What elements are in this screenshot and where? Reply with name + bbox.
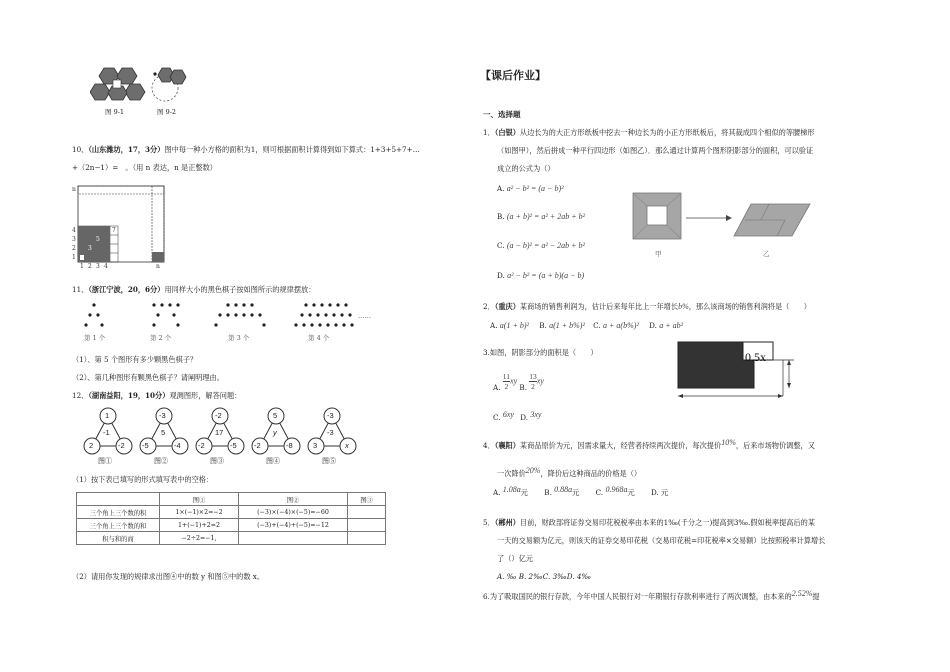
q3-option-a: A. $\frac{11}{2}$ xy B. $\frac{13}{2}$ xy	[493, 372, 544, 392]
question-11-text: 11、（浙江宁波，20，6分）用同样大小的黑色棋子按如图所示的规律摆放：	[72, 285, 316, 294]
pattern-ellipsis: ……	[358, 312, 371, 320]
q4-options: A. 1.08a元 B. 0.88a元 C. 0.968a元 D. 元	[493, 485, 669, 497]
question-10-line-2: +（2n−1）= 。（用 n 表达，n 是正整数）	[72, 163, 217, 172]
question-5-line-3: 了（）亿元	[497, 554, 533, 563]
triangle-2: -3 5 -5 -4 图②	[142, 411, 181, 465]
svg-text:3: 3	[72, 236, 76, 243]
svg-text:3: 3	[88, 245, 92, 252]
question-11-sub-2: （2）、第几种图形有颗黑色棋子？请阐明理由。	[72, 373, 224, 382]
triangle-1: 1 -1 2 -2 图①	[89, 411, 125, 465]
svg-text:7: 7	[112, 227, 116, 234]
question-12-text: 12、（湖南益阳，19，10分）观测图形，解答问题：	[72, 391, 242, 400]
question-12-sub-2: （2）请用你发现的规律求出图④中的数 y 和图⑤中的数 x。	[72, 572, 265, 581]
question-11-sub-1: （1）、第 5 个图形有多少颗黑色棋子？	[72, 355, 198, 364]
question-2-text: 2．（重庆）某商场的销售利润为，估计后来每年比上一年增长b%，那么该商场的销售利润将是（ ）	[483, 302, 811, 311]
arrow-icon	[686, 214, 732, 222]
shaded-rectangle-figure	[676, 338, 806, 408]
question-1-line-1: 1．（白银）从边长为的大正方形纸板中挖去一种边长为的小正方形纸板后，将其裁成四个相似的等腰梯形	[483, 128, 815, 137]
question-1-line-3: 成立的公式为（）	[497, 164, 555, 173]
question-5-line-2: 一天的交易额为亿元，则该天的证券交易印花税（交易印花税=印花税率×交易额）比按照税率计算增长	[497, 536, 826, 545]
pattern-caption-1: 第 1 个	[84, 334, 106, 342]
svg-text:n: n	[72, 186, 76, 193]
question-10-line-1: 10、（山东潍坊，17，3分）图中每一种小方格的面积为1，则可根据面积计算得到如下算式：1+3+5+7+…	[72, 145, 420, 154]
table-header-row: 图① 图② 图③	[77, 493, 386, 506]
part-heading: 一、选择题	[483, 110, 521, 119]
q1-option-a: A. a² − b² = (a − b)²	[497, 184, 564, 193]
svg-text:4: 4	[72, 227, 76, 234]
svg-text:4: 4	[104, 263, 108, 270]
q2-options: A. a(1 + b)² B. a(1 + b%)² C. a + a(b%)² D. a + ab²	[490, 321, 683, 330]
pattern-caption-3: 第 3 个	[228, 334, 250, 342]
q5-options: A. ‰ B. 2‰C. 3‰D. 4‰	[497, 572, 592, 581]
svg-text:5: 5	[96, 236, 100, 243]
figure-9-2-caption: 图 9-2	[157, 108, 177, 116]
section-title: 【课后作业】	[480, 69, 546, 82]
q1-option-d: D. a² − b² = (a + b)(a − b)	[497, 271, 585, 280]
q3-options-cd: C. 6xy D. 3xy	[493, 410, 542, 422]
pattern-caption-2: 第 2 个	[150, 334, 172, 342]
table-row: 三个角上三个数的积 1×(−1)×2=−2 (−3)×(−4)×(−5)=−60	[77, 506, 386, 519]
triangle-figures-row	[82, 406, 362, 468]
question-4-line-1: 4．（襄阳）某商品原价为元，因需求量大，经营者持续两次提价，每次提价10%，后来市场物价调整，又	[483, 438, 815, 450]
parallelogram-figure-yi	[733, 202, 811, 238]
figure-yi-caption: 乙	[763, 250, 770, 258]
triangle-5: -3 -3 3 x 图⑤	[313, 411, 349, 465]
svg-text:2: 2	[72, 245, 76, 252]
square-frame-figure-jia	[632, 192, 682, 240]
triangle-3: -2 17 -2 -5 图③	[198, 411, 237, 465]
q1-option-b: B. (a + b)² = a² + 2ab + b²	[497, 212, 585, 221]
triangle-4: 5 y -2 -8 图④	[254, 411, 293, 465]
question-12-sub-1: （1）按下表已填写的形式填写表中的空格：	[72, 475, 214, 484]
question-3-text: 3.如图，阴影部分的面积是（ ）	[483, 348, 598, 357]
hexagon-figure-9-1	[90, 66, 146, 104]
hexagon-figure-9-2	[148, 66, 190, 106]
question-5-line-1: 5．（郴州）目前，财政部将证券交易印花税税率由本来的1‰(千分之一)提高到3‰.假如税率提高后的某	[483, 518, 816, 527]
svg-text:n: n	[156, 263, 160, 270]
svg-text:1: 1	[72, 254, 76, 261]
q1-option-c: C. (a − b)² = a² − 2ab + b²	[497, 241, 585, 250]
figure-9-1-caption: 图 9-1	[105, 108, 125, 116]
question-4-line-2: 一次降价20%，降价后这种商品的价格是（）	[497, 466, 642, 478]
question-1-line-2: （如图甲），然后拼成一种平行四边形（如图乙）．那么通过计算两个图形阴影部分的面积，可以验证	[497, 146, 814, 155]
table-row: 三个角上三个数的和 1+(−1)+2=2 (−3)+(−4)+(−5)=−12	[77, 519, 386, 532]
odd-numbers-grid-figure	[70, 180, 170, 270]
svg-text:1: 1	[80, 263, 84, 270]
svg-text:3: 3	[96, 263, 100, 270]
question-6-text: 6.为了吸取国民的银行存款，今年中国人民银行对一年期银行存款利率进行了两次调整，由本来的2.52%提	[483, 589, 820, 601]
table-row: 积与和的商 −2÷2=−1,	[77, 532, 386, 545]
svg-text:2: 2	[88, 263, 92, 270]
figure-label-half-x: 0.5x	[745, 350, 766, 364]
question-12-table	[76, 492, 386, 545]
figure-jia-caption: 甲	[655, 250, 662, 258]
pattern-caption-4: 第 4 个	[308, 334, 330, 342]
